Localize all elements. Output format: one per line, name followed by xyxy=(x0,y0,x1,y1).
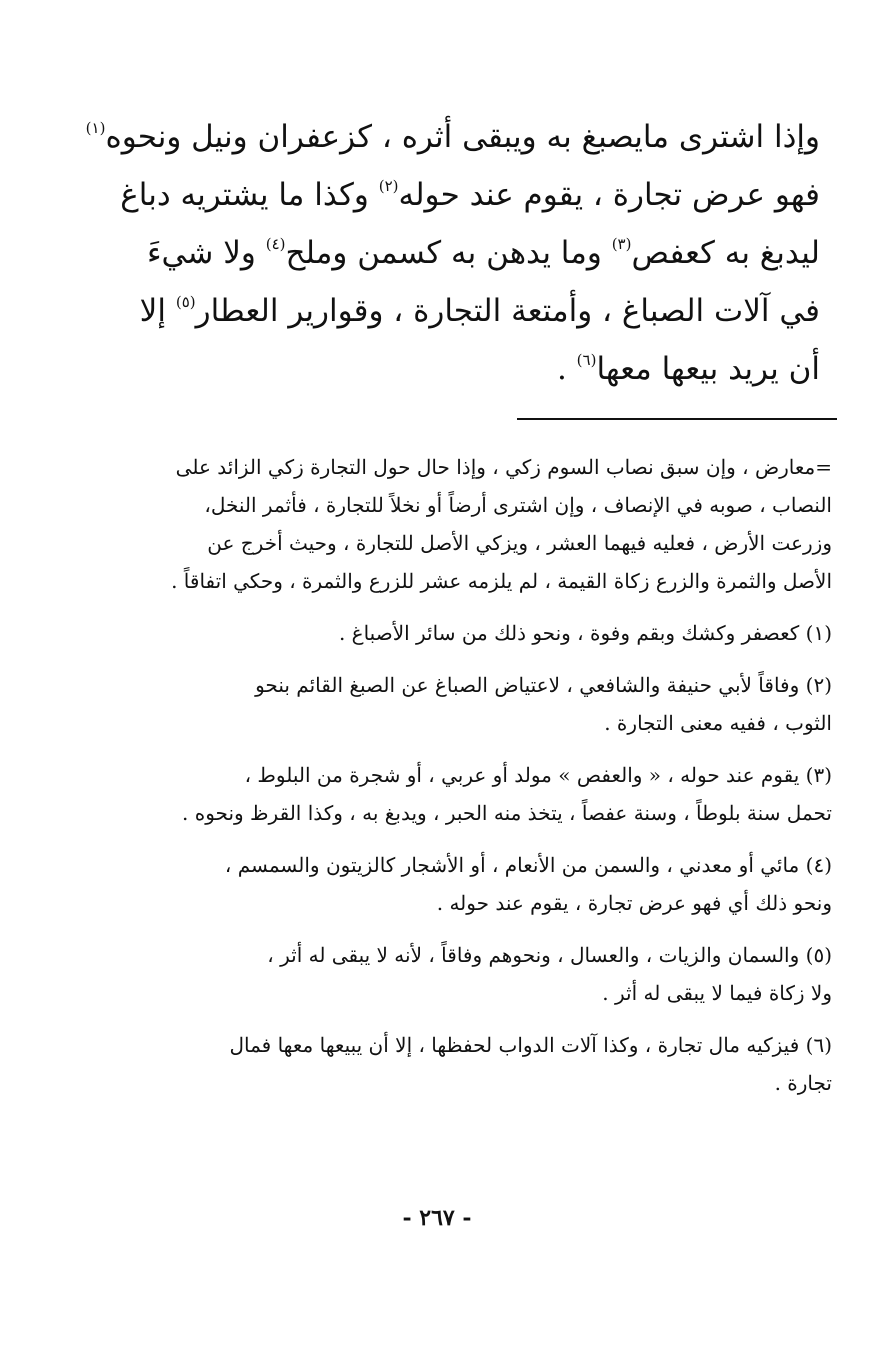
main-line xyxy=(108,282,820,340)
main-line xyxy=(108,224,820,282)
footnote-continuation-line: الأصل والثمرة والزرع زكاة القيمة ، لم يلزمه عشر للزرع والثمرة ، وحكي اتفاقاً . xyxy=(171,569,832,593)
footnotes xyxy=(106,448,832,1102)
footnote-2 xyxy=(106,666,832,742)
footnote-4 xyxy=(106,846,832,922)
footnote-line: ولا زكاة فيما لا يبقى له أثر . xyxy=(602,981,832,1005)
footnote-line: (٥) والسمان والزيات ، والعسال ، ونحوهم وفاقاً ، لأنه لا يبقى له أثر ، xyxy=(267,943,832,967)
footnote-marker: (٢) xyxy=(378,177,399,195)
footnote-line: ونحو ذلك أي فهو عرض تجارة ، يقوم عند حوله . xyxy=(436,891,832,915)
main-line xyxy=(108,340,820,398)
main-line-text: في آلات الصباغ ، وأمتعة التجارة ، وقوارير العطار xyxy=(195,293,820,329)
footnote-separator xyxy=(517,418,837,420)
main-line-tail: وكذا ما يشتريه دباغ xyxy=(120,177,379,213)
footnote-line: تحمل سنة بلوطاً ، وسنة عفصاً ، يتخذ منه الحبر ، ويدبغ به ، وكذا القرظ ونحوه . xyxy=(182,801,832,825)
footnote-line: (٦) فيزكيه مال تجارة ، وكذا آلات الدواب لحفظها ، إلا أن يبيعها معها فمال xyxy=(229,1033,832,1057)
footnote-3 xyxy=(106,756,832,832)
main-line xyxy=(85,108,820,166)
main-line-tail: إلا xyxy=(139,293,176,329)
footnote-line: (١) كعصفر وكشك وبقم وفوة ، ونحو ذلك من سائر الأصباغ . xyxy=(338,621,832,645)
footnote-continuation-line: وزرعت الأرض ، فعليه فيهما العشر ، ويزكي الأصل للتجارة ، وحيث أخرج عن xyxy=(207,531,832,555)
footnote-line: تجارة . xyxy=(774,1071,832,1095)
footnote-continuation-line: =معارض ، وإن سبق نصاب السوم زكي ، وإذا حال حول التجارة زكي الزائد على xyxy=(175,455,832,479)
main-line-text: وإذا اشترى مايصبغ به ويبقى أثره ، كزعفران ونيل ونحوه xyxy=(105,119,820,155)
footnote-marker: (٥) xyxy=(175,293,196,311)
footnote-6 xyxy=(106,1026,832,1102)
footnote-marker: (١) xyxy=(85,119,106,137)
page-number: - ٢٦٧ - xyxy=(402,1205,472,1231)
footnote-marker: (٦) xyxy=(576,351,597,369)
footnote-continuation-line: النصاب ، صوبه في الإنصاف ، وإن اشترى أرضاً أو نخلاً للتجارة ، فأثمر النخل، xyxy=(204,493,832,517)
main-text xyxy=(85,108,820,398)
footnote-line: الثوب ، ففيه معنى التجارة . xyxy=(604,711,832,735)
footnote-1 xyxy=(106,614,832,652)
main-line-tail: ولا شيءَ xyxy=(146,235,266,271)
footnote-marker: (٣) xyxy=(611,235,632,253)
main-line-tail: . xyxy=(556,351,577,387)
footnote-line: (٢) وفاقاً لأبي حنيفة والشافعي ، لاعتياض الصباغ عن الصبغ القائم بنحو xyxy=(255,673,832,697)
footnote-line: (٣) يقوم عند حوله ، « والعفص » مولد أو عربي ، أو شجرة من البلوط ، xyxy=(244,763,832,787)
footnote-marker: (٤) xyxy=(265,235,286,253)
main-line-text: أن يريد بيعها معها xyxy=(596,351,820,387)
footnote-5 xyxy=(106,936,832,1012)
main-line-text: ليدبغ به كعفص xyxy=(631,235,820,271)
main-line-text: فهو عرض تجارة ، يقوم عند حوله xyxy=(398,177,820,213)
main-line-tail: وما يدهن به كسمن وملح xyxy=(285,235,612,271)
footnote-line: (٤) مائي أو معدني ، والسمن من الأنعام ، أو الأشجار كالزيتون والسمسم ، xyxy=(224,853,832,877)
main-line xyxy=(108,166,820,224)
